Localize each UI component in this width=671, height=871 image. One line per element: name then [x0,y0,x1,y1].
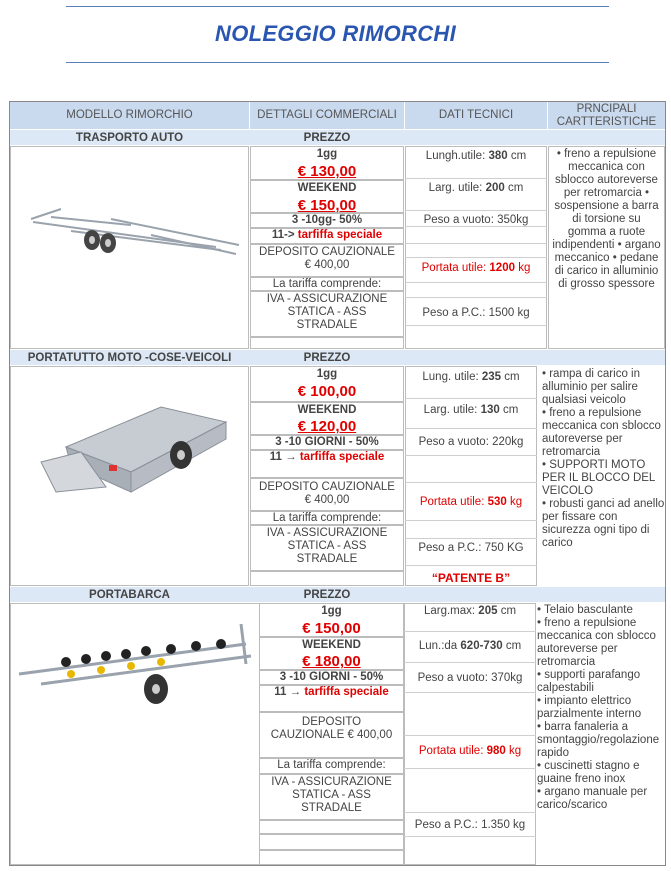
day-price: € 100,00 [297,383,357,400]
day-label: 1gg [321,605,342,617]
feature-item: • barra fanaleria a smontaggio/regolazione rapido [537,721,660,759]
discount-text: 3 -10gg- 50% [250,213,404,228]
tech-payload: Portata utile: 530 kg [419,496,523,508]
tech-max-width: Larg.max: 205 cm [423,605,517,617]
empty-cell [259,820,404,834]
car-transporter-image [11,147,248,348]
day-price: € 130,00 [297,163,357,180]
price-label: PREZZO [303,132,351,144]
tech-width: Larg. utile: 130 cm [423,404,519,416]
header-commercial: DETTAGLI COMMERCIALI [250,102,404,129]
trailer-image-cell [10,603,259,865]
weekend-price: € 120,00 [297,418,357,435]
empty-cell [250,337,404,349]
feature-item: • rampa di carico in alluminio per salire qualsiasi veicolo [542,368,640,406]
header-tech: DATI TECNICI [405,102,547,129]
weekend-price: € 150,00 [297,197,357,214]
price-label: PREZZO [303,352,351,364]
day-rate-cell [250,366,404,402]
tech-empty-weight: Peso a vuoto: 350kg [423,214,529,226]
day-label: 1gg [316,368,338,380]
includes-label: La tariffa comprende: [259,758,404,774]
includes-label: La tariffa comprende: [250,511,404,525]
deposit-text: DEPOSITO CAUZIONALE € 400,00 [259,712,404,758]
special-rate-cell [250,450,404,478]
page-title: NOLEGGIO RIMORCHI [215,21,456,46]
empty-cell [259,834,404,850]
top-rule [66,6,609,7]
weekend-rate-cell [250,180,404,213]
empty-cell [250,571,404,586]
tech-gross-weight: Peso a P.C.: 1.350 kg [414,819,526,831]
tech-gross-weight: Peso a P.C.: 1500 kg [422,307,530,319]
feature-item: • impianto elettrico parzialmente interno [537,695,642,720]
tech-length-range: Lun.:da 620-730 cm [418,640,522,652]
arrow-icon: → [285,451,297,463]
deposit-text: DEPOSITO CAUZIONALE € 400,00 [250,244,404,277]
special-rate-cell [250,228,404,244]
header-model: MODELLO RIMORCHIO [10,102,249,129]
tech-payload: Portata utile: 980 kg [418,745,522,757]
features-list [542,368,665,550]
special-text: tarfiffa speciale [304,686,389,698]
includes-text: IVA - ASSICURAZIONE STATICA - ASS STRADALE [250,291,404,337]
tech-payload: Portata utile: 1200 kg [421,262,531,274]
weekend-label: WEEKEND [302,639,361,651]
day-price: € 150,00 [302,620,361,637]
special-text: tarfiffa speciale [297,229,383,241]
discount-text: 3 -10 GIORNI - 50% [250,435,404,450]
feature-item: • freno a repulsione meccanica con sblocco autoreverse per retromarcia [542,407,661,458]
trailer-image-cell [10,146,249,349]
special-prefix: 11 [274,686,287,698]
feature-item: • freno a repulsione meccanica con sblocco autoreverse per retromarcia [537,617,656,668]
feature-item: • SUPPORTI MOTO PER IL BLOCCO DEL VEICOLO [542,459,655,497]
includes-text: IVA - ASSICURAZIONE STATICA - ASS STRADALE [259,774,404,820]
tech-width: Larg. utile: 200 cm [428,182,524,194]
tech-gross-weight: Peso a P.C.: 750 KG [418,542,524,554]
bottom-rule [66,62,609,63]
arrow-icon: -> [284,229,295,241]
discount-text: 3 -10 GIORNI - 50% [259,670,404,685]
trailer-image-cell [10,366,249,586]
weekend-label: WEEKEND [297,404,357,416]
boat-trailer-image [11,604,259,744]
header-features: PRNCIPALI CARTTERISTICHE [548,102,665,129]
day-rate-cell [250,146,404,180]
price-label: PREZZO [303,589,351,601]
feature-item: • Telaio basculante [537,604,633,616]
section-name: TRASPORTO AUTO [75,132,184,144]
day-rate-cell [259,603,404,637]
features-list [537,604,665,812]
section-name: PORTABARCA [89,589,170,601]
deposit-text: DEPOSITO CAUZIONALE € 400,00 [250,478,404,511]
tech-length: Lungh.utile: 380 cm [425,150,527,162]
tech-length: Lung. utile: 235 cm [422,371,520,383]
features-text: • freno a repulsione meccanica con sblocco autoreverse per retromarcia • sospensione a barra di torsione su gomma a ruote indipendenti • argano meccanico • pedane di carico in alluminio di grosso spessore [548,146,665,349]
special-text: tarfiffa speciale [299,451,385,463]
tech-empty-weight: Peso a vuoto: 220kg [418,436,524,448]
weekend-label: WEEKEND [297,182,357,194]
feature-item: • supporti parafango calpestabili [537,669,641,694]
empty-cell [259,850,404,865]
tech-empty-weight: Peso a vuoto: 370kg [417,672,523,684]
day-label: 1gg [316,148,338,160]
special-rate-cell [259,685,404,712]
includes-label: La tariffa comprende: [250,277,404,291]
special-prefix: 11 [269,451,282,463]
weekend-rate-cell [259,637,404,670]
includes-text: IVA - ASSICURAZIONE STATICA - ASS STRADALE [250,525,404,571]
feature-item: • robusti ganci ad anello per fissare con sicurezza ogni tipo di carico [542,498,665,549]
arrow-icon: → [289,686,302,698]
feature-item: • argano manuale per carico/scarico [537,786,648,811]
section-name: PORTATUTTO MOTO -COSE-VEICOLI [27,352,232,364]
feature-item: • cuscinetti stagno e guaine freno inox [537,760,640,785]
weekend-price: € 180,00 [302,653,361,670]
license-note: “PATENTE B” [431,571,511,585]
special-prefix: 11 [271,229,285,241]
utility-trailer-image [11,367,248,585]
weekend-rate-cell [250,402,404,435]
